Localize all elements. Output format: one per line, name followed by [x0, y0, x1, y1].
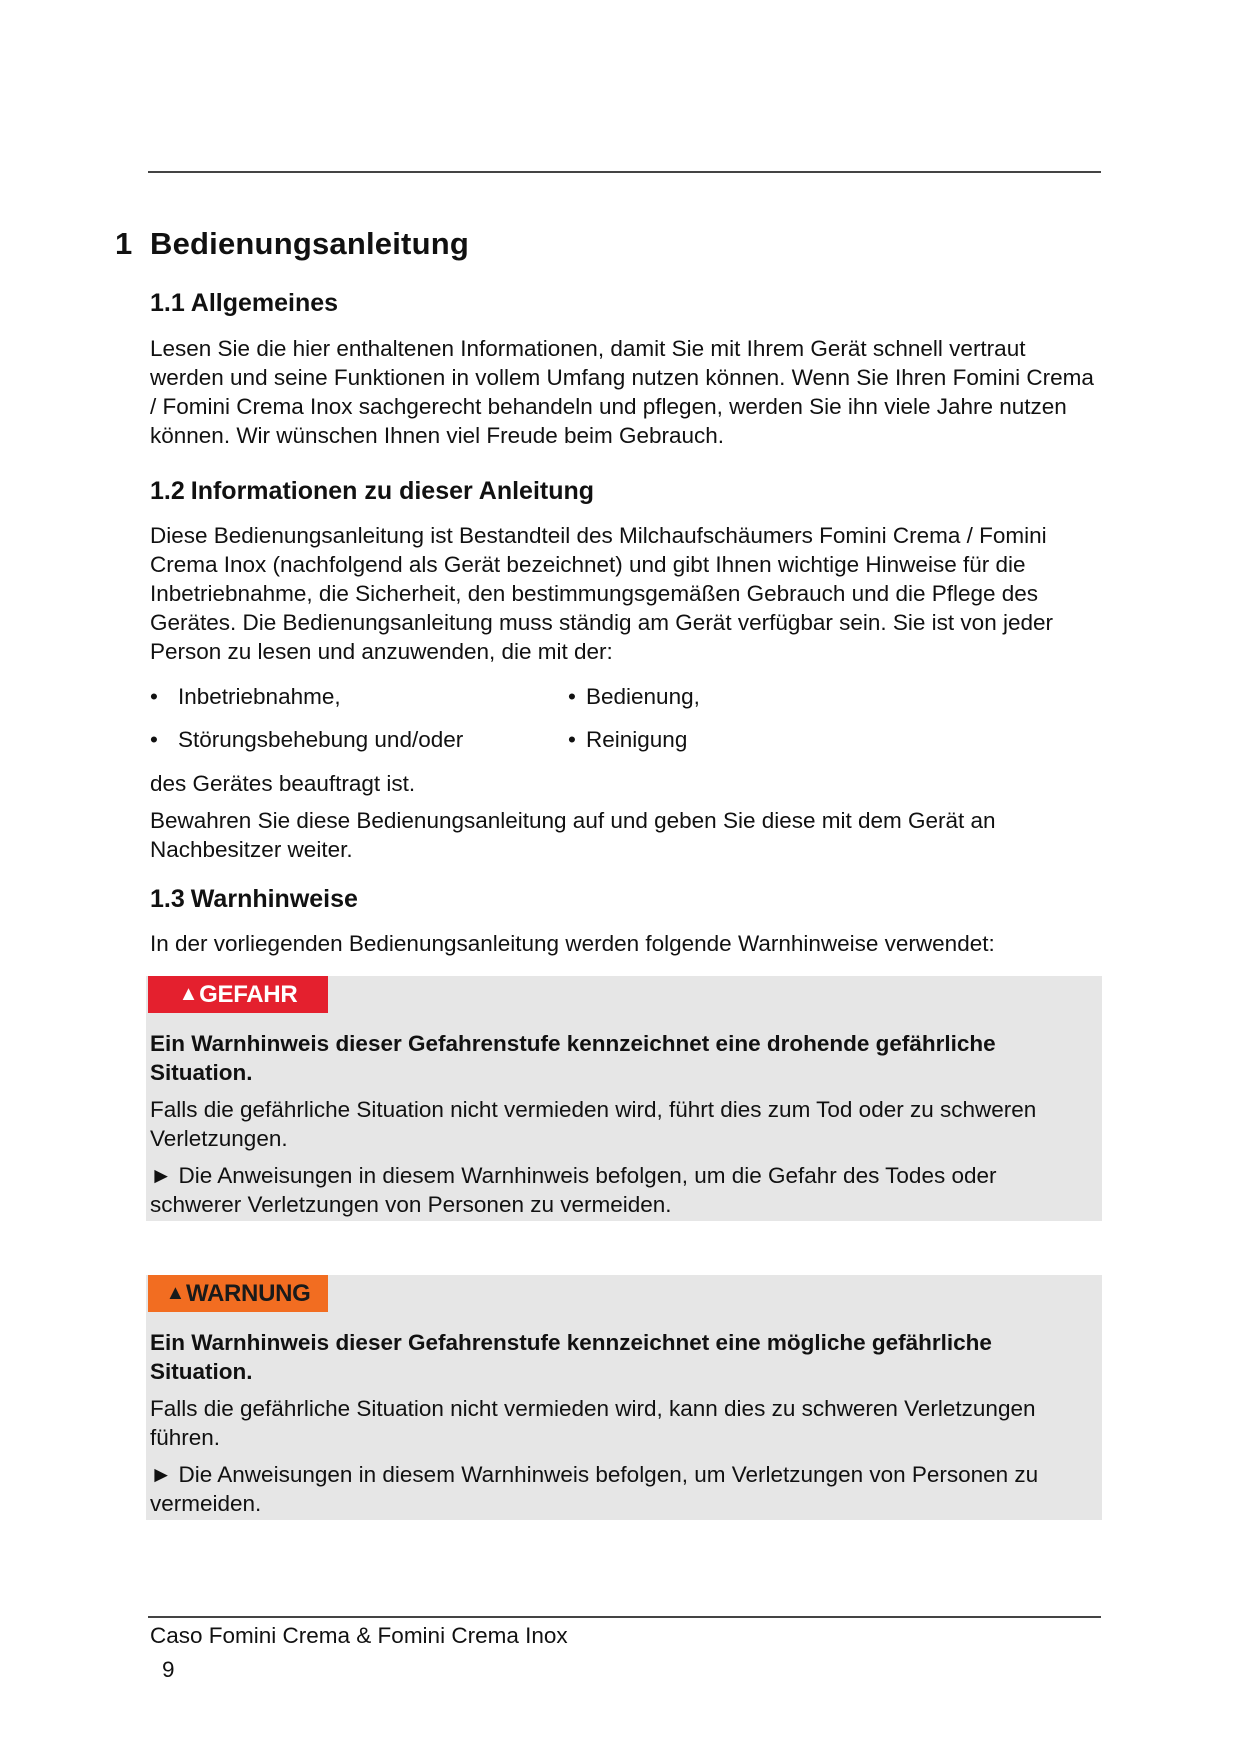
section-heading-1-2 [150, 477, 594, 506]
footer-title: Caso Fomini Crema & Fomini Crema Inox [150, 1623, 568, 1648]
warning-triangle-icon: ▲ [178, 983, 199, 1005]
bullet-row [150, 684, 850, 727]
chapter-number: 1 [115, 226, 133, 261]
warning-label: WARNUNG [185, 1279, 311, 1307]
section-title: Allgemeines [190, 289, 339, 317]
list-item: • Bedienung, [568, 684, 700, 709]
bullet-row [150, 727, 850, 770]
list-item: • Störungsbehebung und/oder [150, 727, 464, 752]
section-number: 1.1 [150, 289, 185, 317]
warning-triangle-icon: ▲ [165, 1282, 185, 1304]
warning-badge [148, 1275, 328, 1312]
warning-consequence: Falls die gefährliche Situation nicht vermieden wird, kann dies zu schweren Verletzungen führen. [150, 1396, 1036, 1450]
section-heading-1-1 [150, 289, 338, 318]
section-title: Warnhinweise [190, 885, 358, 913]
keep-manual-text: Bewahren Sie diese Bedienungsanleitung auf und geben Sie diese mit dem Gerät an Nachbesitzer weiter. [150, 808, 996, 862]
section-1-2-text: Diese Bedienungsanleitung ist Bestandteil des Milchaufschäumers Fomini Crema / Fomini Crema Inox (nachfolgend als Gerät bezeichnet) und gibt Ihnen wichtige Hinweise für die Inbetriebnahme, die Sicherheit, den bestimmungsgemäßen Gebrauch und die Pflege des Gerätes. Die Bedienungsanleitung muss ständig am Gerät verfügbar sein. Sie ist von jeder Person zu lesen und anzuwenden, die mit der: [150, 523, 1053, 664]
list-item: • Inbetriebnahme, [150, 684, 341, 709]
bullet-list [150, 684, 850, 770]
section-number: 1.3 [150, 885, 185, 913]
warning-box [146, 1275, 1102, 1520]
danger-label: GEFAHR [199, 980, 298, 1008]
after-bullets-text: des Gerätes beauftragt ist. [150, 771, 416, 796]
header-rule [148, 171, 1101, 173]
chapter-title: Bedienungsanleitung [150, 226, 469, 261]
danger-warning-box [146, 976, 1102, 1221]
list-item: • Reinigung [568, 727, 688, 752]
section-title: Informationen zu dieser Anleitung [190, 477, 595, 505]
warning-description: Ein Warnhinweis dieser Gefahrenstufe kennzeichnet eine mögliche gefährliche Situation. [150, 1330, 992, 1384]
danger-badge [148, 976, 328, 1013]
chapter-heading [115, 226, 469, 262]
section-1-3-text: In der vorliegenden Bedienungsanleitung werden folgende Warnhinweise verwendet: [150, 931, 995, 956]
section-number: 1.2 [150, 477, 185, 505]
section-heading-1-3 [150, 885, 358, 914]
warning-instruction: ► Die Anweisungen in diesem Warnhinweis befolgen, um Verletzungen von Personen zu vermeiden. [150, 1462, 1039, 1516]
section-1-1-text: Lesen Sie die hier enthaltenen Informationen, damit Sie mit Ihrem Gerät schnell vertraut werden und seine Funktionen in vollem Umfang nutzen können. Wenn Sie Ihren Fomini Crema / Fomini Crema Inox sachgerecht behandeln und pflegen, werden Sie ihn viele Jahre nutzen können. Wir wünschen Ihnen viel Freude beim Gebrauch. [150, 336, 1094, 448]
footer-rule [148, 1616, 1101, 1618]
danger-description: Ein Warnhinweis dieser Gefahrenstufe kennzeichnet eine drohende gefährliche Situation. [150, 1031, 996, 1085]
danger-consequence: Falls die gefährliche Situation nicht vermieden wird, führt dies zum Tod oder zu schweren Verletzungen. [150, 1097, 1037, 1151]
danger-instruction: ► Die Anweisungen in diesem Warnhinweis befolgen, um die Gefahr des Todes oder schwerer Verletzungen von Personen zu vermeiden. [150, 1163, 997, 1217]
page-number: 9 [162, 1657, 175, 1682]
